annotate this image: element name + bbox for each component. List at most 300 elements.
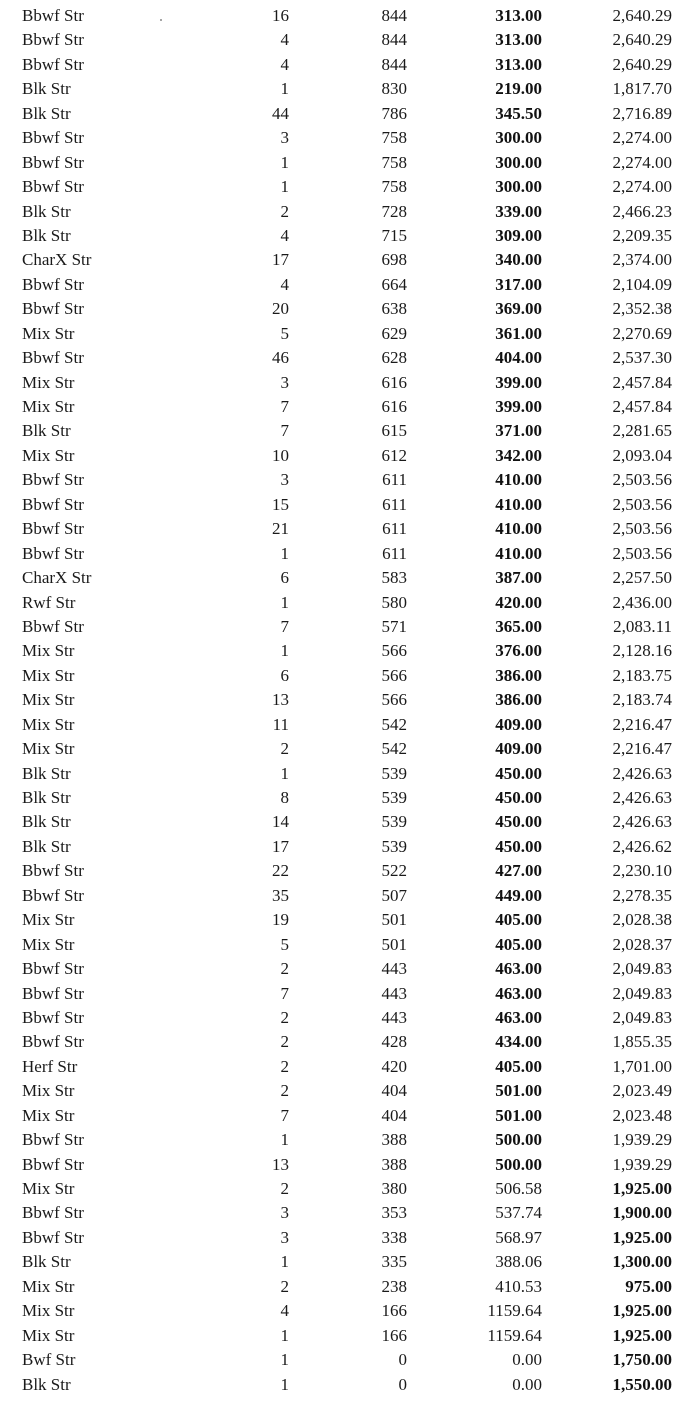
table-row: [0, 1128, 695, 1152]
cell-value-2: 0.00: [512, 1374, 542, 1394]
cell-value-1: 443: [381, 983, 407, 1003]
cell-type: Mix Str: [22, 1081, 75, 1101]
cell-value-2: 388.06: [495, 1252, 542, 1272]
cell-type: Bbwf Str: [22, 348, 84, 368]
cell-type: Mix Str: [22, 372, 75, 392]
cell-value-3: 1,550.00: [612, 1374, 672, 1394]
cell-value-1: 698: [381, 250, 407, 270]
table-row: [0, 346, 695, 370]
cell-qty: 3: [280, 1203, 289, 1223]
cell-value-2: 300.00: [495, 128, 542, 148]
cell-value-1: 758: [381, 177, 407, 197]
cell-qty: 10: [272, 445, 289, 465]
cell-value-3: 2,426.63: [612, 812, 672, 832]
cell-value-2: 340.00: [495, 250, 542, 270]
cell-value-1: 353: [381, 1203, 407, 1223]
cell-type: Blk Str: [22, 421, 71, 441]
table-row: [0, 1006, 695, 1030]
cell-value-2: 568.97: [495, 1227, 542, 1247]
cell-value-2: 313.00: [495, 54, 542, 74]
cell-type: Mix Str: [22, 1179, 75, 1198]
cell-value-1: 638: [381, 299, 407, 319]
cell-value-2: 410.00: [495, 543, 542, 563]
cell-value-3: 1,855.35: [612, 1032, 672, 1052]
cell-value-1: 629: [381, 323, 407, 343]
cell-type: Mix Str: [22, 910, 75, 930]
cell-type: Bbwf Str: [22, 959, 84, 979]
table-row: [0, 1275, 695, 1299]
cell-qty: 14: [272, 812, 289, 832]
cell-value-2: 386.00: [495, 665, 542, 685]
table-row: [0, 664, 695, 688]
table-row: [0, 762, 695, 786]
cell-value-3: 2,640.29: [612, 6, 672, 25]
cell-qty: 6: [280, 665, 289, 685]
cell-type: Bbwf Str: [22, 983, 84, 1003]
table-row: [0, 542, 695, 566]
cell-value-3: 2,049.83: [612, 959, 672, 979]
cell-qty: 5: [280, 934, 289, 954]
cell-value-2: 500.00: [495, 1154, 542, 1174]
table-row: [0, 1250, 695, 1274]
cell-value-1: 615: [381, 421, 407, 441]
table-row: [0, 1324, 695, 1348]
cell-qty: 7: [280, 397, 289, 416]
cell-type: Mix Str: [22, 1325, 75, 1345]
cell-value-3: 2,049.83: [612, 1007, 672, 1027]
cell-value-2: 309.00: [495, 225, 542, 245]
cell-qty: 2: [280, 1007, 289, 1027]
cell-value-3: 2,270.69: [612, 323, 672, 343]
table-row: [0, 322, 695, 346]
cell-value-1: 611: [382, 494, 407, 514]
cell-value-1: 715: [381, 225, 407, 245]
cell-type: Blk Str: [22, 1252, 71, 1272]
cell-value-1: 238: [381, 1276, 407, 1296]
cell-qty: 2: [280, 1032, 289, 1052]
cell-value-2: 405.00: [495, 934, 542, 954]
cell-value-3: 2,209.35: [612, 225, 672, 245]
cell-type: Bbwf Str: [22, 177, 84, 197]
cell-value-1: 404: [381, 1081, 407, 1101]
cell-qty: 7: [280, 616, 289, 636]
cell-value-3: 975.00: [625, 1276, 672, 1296]
cell-value-3: 2,183.75: [612, 665, 672, 685]
cell-value-3: 2,216.47: [612, 714, 672, 734]
cell-type: Bbwf Str: [22, 494, 84, 514]
cell-qty: 2: [280, 1081, 289, 1101]
cell-value-2: 450.00: [495, 812, 542, 832]
cell-qty: 20: [272, 299, 289, 319]
cell-value-3: 2,183.74: [612, 690, 672, 710]
cell-qty: 11: [272, 714, 289, 734]
cell-value-2: 387.00: [495, 568, 542, 588]
cell-qty: 2: [280, 959, 289, 979]
cell-value-3: 2,281.65: [612, 421, 672, 441]
cell-type: Bbwf Str: [22, 616, 84, 636]
cell-qty: 3: [280, 128, 289, 148]
table-row: [0, 859, 695, 883]
table-row: [0, 957, 695, 981]
cell-value-1: 539: [381, 763, 407, 783]
table-row: [0, 175, 695, 199]
cell-qty: 3: [280, 372, 289, 392]
cell-value-3: 2,230.10: [612, 861, 672, 881]
cell-type: Mix Str: [22, 445, 75, 465]
cell-value-2: 1159.64: [487, 1325, 542, 1345]
table-row: [0, 1226, 695, 1250]
cell-value-1: 338: [381, 1227, 407, 1247]
cell-value-1: 616: [381, 372, 407, 392]
cell-value-1: 539: [381, 812, 407, 832]
cell-qty: 2: [280, 1276, 289, 1296]
cell-type: Blk Str: [22, 763, 71, 783]
cell-value-3: 1,701.00: [612, 1056, 672, 1076]
cell-qty: 21: [272, 519, 289, 539]
cell-type: Bbwf Str: [22, 519, 84, 539]
table-row: [0, 1055, 695, 1079]
table-row: [0, 28, 695, 52]
cell-value-3: 2,436.00: [612, 592, 672, 612]
cell-value-1: 443: [381, 959, 407, 979]
cell-value-1: 522: [381, 861, 407, 881]
cell-value-1: 443: [381, 1007, 407, 1027]
cell-value-2: 300.00: [495, 177, 542, 197]
table-row: [0, 77, 695, 101]
cell-value-3: 2,426.63: [612, 763, 672, 783]
cell-value-2: 434.00: [495, 1032, 542, 1052]
cell-value-2: 386.00: [495, 690, 542, 710]
cell-value-2: 317.00: [495, 274, 542, 294]
cell-value-1: 611: [382, 470, 407, 490]
cell-value-3: 2,352.38: [612, 299, 672, 319]
cell-value-1: 628: [381, 348, 407, 368]
cell-value-2: 365.00: [495, 616, 542, 636]
table-row: [0, 517, 695, 541]
cell-value-2: 450.00: [495, 836, 542, 856]
table-row: [0, 1030, 695, 1054]
cell-value-1: 571: [381, 616, 407, 636]
cell-value-2: 405.00: [495, 910, 542, 930]
cell-value-2: 449.00: [495, 885, 542, 905]
cell-value-2: 506.58: [495, 1179, 542, 1198]
cell-value-3: 2,128.16: [612, 641, 672, 661]
cell-value-3: 2,457.84: [612, 372, 672, 392]
table-row: [0, 1079, 695, 1103]
cell-value-3: 2,503.56: [612, 470, 672, 490]
cell-qty: 35: [272, 885, 289, 905]
cell-value-1: 166: [381, 1325, 407, 1345]
cell-value-3: 2,274.00: [612, 152, 672, 172]
table-row: [0, 615, 695, 639]
table-row: [0, 4, 695, 28]
cell-value-1: 0: [398, 1350, 407, 1370]
cell-value-1: 428: [381, 1032, 407, 1052]
cell-qty: 6: [280, 568, 289, 588]
cell-value-2: 463.00: [495, 959, 542, 979]
cell-type: Bbwf Str: [22, 1032, 84, 1052]
cell-value-1: 728: [381, 201, 407, 221]
cell-value-1: 844: [381, 54, 407, 74]
cell-value-2: 450.00: [495, 763, 542, 783]
cell-value-2: 501.00: [495, 1081, 542, 1101]
table-row: [0, 884, 695, 908]
cell-type: Bbwf Str: [22, 54, 84, 74]
table-row: [0, 1201, 695, 1225]
cell-type: Rwf Str: [22, 592, 76, 612]
cell-value-3: 1,817.70: [612, 79, 672, 99]
cell-type: Blk Str: [22, 79, 71, 99]
cell-value-1: 566: [381, 690, 407, 710]
cell-type: Mix Str: [22, 665, 75, 685]
cell-type: Bwf Str: [22, 1350, 76, 1370]
cell-value-3: 2,503.56: [612, 519, 672, 539]
cell-value-1: 612: [381, 445, 407, 465]
cell-value-3: 2,537.30: [612, 348, 672, 368]
cell-value-2: 361.00: [495, 323, 542, 343]
cell-value-1: 566: [381, 641, 407, 661]
cell-value-2: 399.00: [495, 372, 542, 392]
table-row: [0, 224, 695, 248]
table-row: [0, 1153, 695, 1177]
cell-qty: 1: [280, 1252, 289, 1272]
cell-value-1: 388: [381, 1130, 407, 1150]
table-row: [0, 982, 695, 1006]
cell-type: Blk Str: [22, 1374, 71, 1394]
cell-value-2: 427.00: [495, 861, 542, 881]
cell-qty: 7: [280, 983, 289, 1003]
cell-value-2: 410.00: [495, 519, 542, 539]
cell-qty: 8: [280, 788, 289, 807]
table-row: [0, 566, 695, 590]
table-row: [0, 151, 695, 175]
cell-value-3: 1,925.00: [612, 1325, 672, 1345]
cell-qty: 1: [280, 1374, 289, 1394]
cell-qty: 13: [272, 1154, 289, 1174]
cell-value-3: 2,274.00: [612, 128, 672, 148]
cell-value-2: 404.00: [495, 348, 542, 368]
cell-value-2: 1159.64: [487, 1301, 542, 1321]
cell-value-3: 2,426.62: [612, 836, 672, 856]
table-row: [0, 737, 695, 761]
cell-value-3: 2,640.29: [612, 54, 672, 74]
cell-value-1: 844: [381, 30, 407, 50]
cell-qty: 17: [272, 250, 289, 270]
cell-qty: 2: [280, 201, 289, 221]
cell-value-3: 1,300.00: [612, 1252, 672, 1272]
cell-value-3: 2,083.11: [613, 616, 672, 636]
cell-value-1: 501: [381, 910, 407, 930]
cell-type: Bbwf Str: [22, 470, 84, 490]
cell-value-2: 450.00: [495, 788, 542, 807]
cell-type: Mix Str: [22, 1301, 75, 1321]
table-row: [0, 297, 695, 321]
table-row: [0, 713, 695, 737]
cell-type: CharX Str: [22, 568, 92, 588]
cell-value-3: 1,925.00: [612, 1301, 672, 1321]
cell-value-1: 611: [382, 543, 407, 563]
cell-value-3: 2,023.49: [612, 1081, 672, 1101]
cell-value-3: 2,426.63: [612, 788, 672, 807]
cell-type: Mix Str: [22, 714, 75, 734]
table-row: [0, 200, 695, 224]
table-row: [0, 1104, 695, 1128]
table-row: [0, 591, 695, 615]
cell-value-1: 539: [381, 836, 407, 856]
data-table: [0, 4, 695, 1397]
cell-qty: 1: [280, 543, 289, 563]
cell-value-3: 1,925.00: [612, 1227, 672, 1247]
cell-value-3: 2,274.00: [612, 177, 672, 197]
cell-value-2: 410.00: [495, 494, 542, 514]
cell-qty: 4: [280, 225, 289, 245]
cell-value-2: 420.00: [495, 592, 542, 612]
table-row: [0, 273, 695, 297]
cell-value-2: 405.00: [495, 1056, 542, 1076]
cell-value-3: 2,023.48: [612, 1105, 672, 1125]
cell-type: Mix Str: [22, 934, 75, 954]
cell-type: Bbwf Str: [22, 861, 84, 881]
cell-qty: 4: [280, 274, 289, 294]
cell-value-2: 313.00: [495, 6, 542, 25]
cell-value-2: 410.00: [495, 470, 542, 490]
cell-value-1: 507: [381, 885, 407, 905]
table-row: [0, 493, 695, 517]
cell-value-2: 342.00: [495, 445, 542, 465]
cell-value-3: 2,049.83: [612, 983, 672, 1003]
cell-type: Bbwf Str: [22, 6, 84, 25]
cell-qty: 16: [272, 6, 289, 25]
cell-value-1: 566: [381, 665, 407, 685]
cell-qty: 1: [280, 1325, 289, 1345]
table-row: [0, 419, 695, 443]
table-row: [0, 639, 695, 663]
cell-value-3: 2,093.04: [612, 445, 672, 465]
cell-type: Blk Str: [22, 836, 71, 856]
cell-value-1: 335: [381, 1252, 407, 1272]
cell-value-2: 300.00: [495, 152, 542, 172]
cell-type: Bbwf Str: [22, 1227, 84, 1247]
cell-value-2: 500.00: [495, 1130, 542, 1150]
cell-type: Mix Str: [22, 690, 75, 710]
cell-qty: 15: [272, 494, 289, 514]
table-row: [0, 1177, 695, 1201]
cell-type: Bbwf Str: [22, 152, 84, 172]
cell-value-1: 501: [381, 934, 407, 954]
cell-type: Bbwf Str: [22, 128, 84, 148]
cell-type: Mix Str: [22, 397, 75, 416]
cell-value-1: 844: [381, 6, 407, 25]
cell-value-3: 1,750.00: [612, 1350, 672, 1370]
cell-qty: 1: [280, 152, 289, 172]
cell-type: Blk Str: [22, 201, 71, 221]
table-row: [0, 933, 695, 957]
cell-value-2: 537.74: [495, 1203, 542, 1223]
cell-type: Mix Str: [22, 323, 75, 343]
table-row: [0, 395, 695, 419]
cell-value-1: 0: [398, 1374, 407, 1394]
cell-type: Herf Str: [22, 1056, 78, 1076]
cell-value-2: 339.00: [495, 201, 542, 221]
cell-value-1: 420: [381, 1056, 407, 1076]
cell-qty: 17: [272, 836, 289, 856]
cell-value-2: 376.00: [495, 641, 542, 661]
cell-qty: 2: [280, 739, 289, 759]
table-row: [0, 444, 695, 468]
cell-value-1: 611: [382, 519, 407, 539]
cell-value-2: 399.00: [495, 397, 542, 416]
cell-value-1: 616: [381, 397, 407, 416]
cell-qty: 1: [280, 79, 289, 99]
table-row: [0, 102, 695, 126]
cell-value-1: 758: [381, 128, 407, 148]
cell-type: Bbwf Str: [22, 885, 84, 905]
cell-type: Bbwf Str: [22, 543, 84, 563]
cell-value-2: 345.50: [495, 103, 542, 123]
cell-qty: 4: [280, 30, 289, 50]
cell-type: Bbwf Str: [22, 30, 84, 50]
cell-value-1: 664: [381, 274, 407, 294]
cell-qty: 19: [272, 910, 289, 930]
cell-value-3: 2,028.37: [612, 934, 672, 954]
table-row: [0, 688, 695, 712]
cell-qty: 1: [280, 641, 289, 661]
table-row: [0, 371, 695, 395]
cell-value-1: 542: [381, 714, 407, 734]
cell-qty: 4: [280, 54, 289, 74]
cell-value-2: 409.00: [495, 739, 542, 759]
cell-value-2: 410.53: [495, 1276, 542, 1296]
cell-qty: 7: [280, 421, 289, 441]
cell-value-2: 219.00: [495, 79, 542, 99]
cell-qty: 1: [280, 763, 289, 783]
cell-value-3: 2,257.50: [612, 568, 672, 588]
cell-type: Bbwf Str: [22, 274, 84, 294]
cell-qty: 13: [272, 690, 289, 710]
cell-type: Bbwf Str: [22, 1203, 84, 1223]
cell-value-1: 166: [381, 1301, 407, 1321]
cell-type: Blk Str: [22, 788, 71, 807]
cell-qty: 3: [280, 1227, 289, 1247]
cell-type: Blk Str: [22, 225, 71, 245]
table-row: [0, 248, 695, 272]
cell-value-2: 463.00: [495, 983, 542, 1003]
table-row: [0, 53, 695, 77]
cell-qty: 7: [280, 1105, 289, 1125]
cell-qty: 2: [280, 1179, 289, 1198]
cell-value-1: 580: [381, 592, 407, 612]
cell-type: Mix Str: [22, 1105, 75, 1125]
cell-qty: 1: [280, 592, 289, 612]
cell-value-1: 380: [381, 1179, 407, 1198]
cell-value-1: 388: [381, 1154, 407, 1174]
cell-value-2: 409.00: [495, 714, 542, 734]
cell-value-3: 2,503.56: [612, 543, 672, 563]
cell-value-2: 371.00: [495, 421, 542, 441]
cell-qty: 44: [272, 103, 289, 123]
table-row: [0, 1373, 695, 1397]
cell-value-3: 2,278.35: [612, 885, 672, 905]
cell-type: Blk Str: [22, 812, 71, 832]
cell-value-3: 2,374.00: [612, 250, 672, 270]
table-row: [0, 908, 695, 932]
cell-value-3: 1,939.29: [612, 1154, 672, 1174]
table-row: [0, 835, 695, 859]
cell-value-3: 2,104.09: [612, 274, 672, 294]
cell-value-3: 2,466.23: [612, 201, 672, 221]
cell-qty: 3: [280, 470, 289, 490]
table-row: [0, 786, 695, 810]
